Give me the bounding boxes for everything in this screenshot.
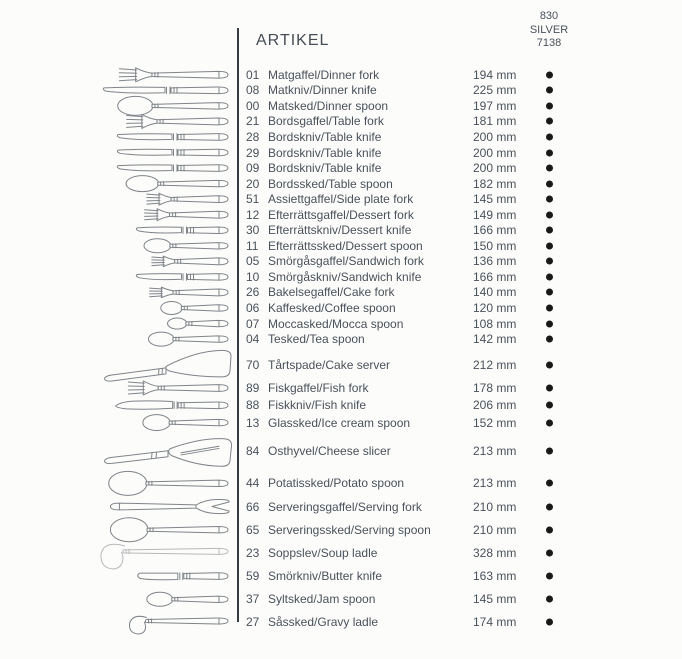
availability-dot	[546, 336, 553, 343]
article-name: Glassked/Ice cream spoon	[268, 415, 411, 430]
article-name: Efterrättsgaffel/Dessert fork	[268, 207, 414, 222]
availability-cell	[542, 165, 556, 172]
article-name: Serveringssked/Serving spoon	[268, 522, 431, 537]
article-length: 150 mm	[473, 238, 517, 253]
article-number: 10	[246, 269, 260, 284]
fork-icon	[127, 114, 228, 128]
spoon-icon	[118, 96, 228, 115]
knife-icon	[136, 273, 228, 280]
spoon-icon	[168, 318, 228, 329]
article-name: Assiettgaffel/Side plate fork	[268, 192, 414, 207]
article-row	[246, 176, 682, 192]
article-row	[246, 160, 682, 176]
article-number: 88	[246, 398, 260, 413]
article-number: 26	[246, 285, 260, 300]
knife-icon	[117, 165, 228, 172]
article-name: Bordskniv/Table knife	[268, 129, 382, 144]
article-row	[246, 269, 682, 285]
article-name: Moccasked/Mocca spoon	[268, 316, 404, 331]
availability-cell	[542, 526, 556, 533]
serving-fork-icon	[110, 499, 229, 513]
availability-cell	[542, 273, 556, 280]
article-number: 09	[246, 161, 260, 176]
article-length: 212 mm	[473, 357, 517, 372]
availability-dot	[546, 320, 553, 327]
availability-cell	[542, 619, 556, 626]
article-number: 30	[246, 223, 260, 238]
article-number: 04	[246, 332, 260, 347]
article-row	[246, 379, 682, 396]
availability-dot	[546, 402, 553, 409]
availability-cell	[542, 102, 556, 109]
article-name: Bordsgaffel/Table fork	[268, 114, 384, 129]
availability-header-line-3: 7138	[536, 37, 562, 49]
availability-dot	[546, 447, 553, 454]
availability-dot	[546, 180, 553, 187]
article-number: 28	[246, 129, 260, 144]
column-header-artikel: ARTIKEL	[256, 32, 330, 49]
availability-dot	[546, 118, 553, 125]
article-number: 66	[246, 499, 260, 514]
article-length: 142 mm	[473, 332, 517, 347]
article-length: 166 mm	[473, 223, 517, 238]
article-row	[246, 254, 682, 270]
big-spoon-icon	[110, 518, 228, 542]
article-name: Smörgåsgaffel/Sandwich fork	[268, 254, 424, 269]
availability-dot	[546, 289, 553, 296]
availability-dot	[546, 526, 553, 533]
article-group	[246, 67, 682, 347]
availability-dot	[546, 71, 553, 78]
article-number: 07	[246, 316, 260, 331]
availability-cell	[542, 549, 556, 556]
spoon-icon	[148, 332, 228, 346]
big-spoon-icon	[109, 471, 228, 495]
article-length: 163 mm	[473, 569, 517, 584]
article-row	[246, 300, 682, 316]
availability-dot	[546, 304, 553, 311]
article-number: 65	[246, 522, 260, 537]
availability-cell	[542, 87, 556, 94]
article-length: 225 mm	[473, 83, 517, 98]
article-row	[246, 285, 682, 301]
availability-cell	[542, 71, 556, 78]
spoon-icon	[161, 301, 228, 314]
fork-icon	[147, 193, 228, 205]
article-name: Potatissked/Potato spoon	[268, 476, 405, 491]
availability-cell	[542, 242, 556, 249]
article-number: 59	[246, 569, 260, 584]
article-length: 178 mm	[473, 380, 517, 395]
article-list	[246, 67, 682, 634]
article-row	[246, 588, 682, 611]
article-length: 328 mm	[473, 545, 517, 560]
availability-cell	[542, 336, 556, 343]
spoon-icon	[144, 239, 228, 253]
availability-dot	[546, 384, 553, 391]
availability-dot	[546, 149, 553, 156]
availability-cell	[542, 258, 556, 265]
article-number: 05	[246, 254, 260, 269]
article-number: 06	[246, 300, 260, 315]
article-row	[246, 397, 682, 414]
article-row	[246, 191, 682, 207]
knife-icon	[117, 149, 228, 156]
availability-cell	[542, 211, 556, 218]
article-number: 27	[246, 615, 260, 630]
availability-cell	[542, 596, 556, 603]
article-length: 145 mm	[473, 192, 517, 207]
article-number: 00	[246, 98, 260, 113]
column-header-availability	[514, 10, 584, 51]
availability-cell	[542, 573, 556, 580]
article-length: 149 mm	[473, 207, 517, 222]
article-name: Fiskgaffel/Fish fork	[268, 380, 369, 395]
article-name: Syltsked/Jam spoon	[268, 592, 376, 607]
availability-cell	[542, 196, 556, 203]
article-length: 200 mm	[473, 129, 517, 144]
article-name: Bordssked/Table spoon	[268, 176, 393, 191]
availability-cell	[542, 402, 556, 409]
availability-dot	[546, 480, 553, 487]
article-number: 70	[246, 357, 260, 372]
availability-cell	[542, 133, 556, 140]
fork-icon	[152, 256, 228, 267]
article-length: 210 mm	[473, 522, 517, 537]
article-name: Fiskkniv/Fish knife	[268, 398, 367, 413]
availability-header-line-1: 830	[539, 10, 559, 22]
cheese-slicer-icon	[105, 439, 232, 467]
spoon-icon	[147, 592, 228, 606]
availability-cell	[542, 503, 556, 510]
fork-icon	[150, 287, 228, 298]
article-row	[246, 207, 682, 223]
article-name: Bakelsegaffel/Cake fork	[268, 285, 395, 300]
article-row	[246, 564, 682, 587]
article-number: 23	[246, 545, 260, 560]
article-row	[246, 518, 682, 541]
article-length: 166 mm	[473, 269, 517, 284]
article-length: 145 mm	[473, 592, 517, 607]
article-group	[246, 353, 682, 377]
article-name: Efterrättssked/Dessert spoon	[268, 238, 423, 253]
availability-cell	[542, 320, 556, 327]
article-row	[246, 238, 682, 254]
availability-dot	[546, 196, 553, 203]
availability-dot	[546, 242, 553, 249]
availability-dot	[546, 596, 553, 603]
spoon-icon	[126, 176, 228, 192]
availability-cell	[542, 180, 556, 187]
article-row	[246, 495, 682, 518]
availability-dot	[546, 133, 553, 140]
article-number: 01	[246, 67, 260, 82]
article-number: 51	[246, 192, 260, 207]
availability-cell	[542, 419, 556, 426]
article-name: Efterrättskniv/Dessert knife	[268, 223, 412, 238]
fish-knife-icon	[116, 401, 228, 409]
article-number: 21	[246, 114, 260, 129]
availability-dot	[546, 361, 553, 368]
article-length: 181 mm	[473, 114, 517, 129]
article-number: 20	[246, 176, 260, 191]
availability-cell	[542, 304, 556, 311]
availability-cell	[542, 361, 556, 368]
article-name: Bordskniv/Table knife	[268, 145, 382, 160]
soup-ladle-icon	[101, 544, 228, 569]
article-number: 12	[246, 207, 260, 222]
article-number: 11	[246, 238, 259, 253]
article-length: 197 mm	[473, 98, 517, 113]
article-row	[246, 145, 682, 161]
article-name: Matsked/Dinner spoon	[268, 98, 389, 113]
article-row	[246, 414, 682, 431]
article-row	[246, 541, 682, 564]
article-number: 89	[246, 380, 260, 395]
availability-cell	[542, 480, 556, 487]
availability-cell	[542, 289, 556, 296]
article-name: Matgaffel/Dinner fork	[268, 67, 380, 82]
article-name: Serveringsgaffel/Serving fork	[268, 499, 422, 514]
article-number: 84	[246, 443, 260, 458]
availability-dot	[546, 419, 553, 426]
availability-dot	[546, 573, 553, 580]
fork-icon	[145, 209, 228, 221]
knife-icon	[103, 87, 228, 94]
article-name: Smörkniv/Butter knife	[268, 569, 383, 584]
availability-cell	[542, 118, 556, 125]
article-number: 44	[246, 476, 260, 491]
butter-knife-icon	[138, 573, 228, 580]
article-number: 37	[246, 592, 260, 607]
article-length: 206 mm	[473, 398, 517, 413]
article-length: 210 mm	[473, 499, 517, 514]
availability-dot	[546, 619, 553, 626]
article-group	[246, 439, 682, 463]
article-length: 174 mm	[473, 615, 517, 630]
availability-dot	[546, 503, 553, 510]
article-row	[246, 331, 682, 347]
article-number: 13	[246, 415, 260, 430]
article-name: Smörgåskniv/Sandwich knife	[268, 269, 422, 284]
gravy-ladle-icon	[129, 616, 228, 634]
article-number: 29	[246, 145, 260, 160]
article-row	[246, 611, 682, 634]
availability-header-line-2: SILVER	[529, 23, 569, 36]
article-length: 200 mm	[473, 161, 517, 176]
article-length: 200 mm	[473, 145, 517, 160]
availability-dot	[546, 273, 553, 280]
fork-icon	[128, 381, 228, 395]
cake-server-icon	[105, 350, 232, 381]
article-name: Bordskniv/Table knife	[268, 161, 382, 176]
article-name: Såssked/Gravy ladle	[268, 615, 379, 630]
availability-cell	[542, 384, 556, 391]
availability-dot	[546, 102, 553, 109]
availability-dot	[546, 165, 553, 172]
article-length: 120 mm	[473, 300, 517, 315]
article-name: Soppslev/Soup ladle	[268, 545, 378, 560]
article-length: 182 mm	[473, 176, 517, 191]
article-length: 136 mm	[473, 254, 517, 269]
article-name: Matkniv/Dinner knife	[268, 83, 377, 98]
article-number: 08	[246, 83, 260, 98]
article-length: 140 mm	[473, 285, 517, 300]
availability-cell	[542, 447, 556, 454]
article-name: Tesked/Tea spoon	[268, 332, 365, 347]
article-group	[246, 379, 682, 431]
article-row	[246, 439, 682, 463]
article-name: Kaffesked/Coffee spoon	[268, 300, 396, 315]
article-length: 194 mm	[473, 67, 517, 82]
article-row	[246, 316, 682, 332]
article-name: Tårtspade/Cake server	[268, 357, 391, 372]
article-length: 108 mm	[473, 316, 517, 331]
availability-dot	[546, 549, 553, 556]
article-name: Osthyvel/Cheese slicer	[268, 443, 391, 458]
availability-dot	[546, 87, 553, 94]
availability-dot	[546, 211, 553, 218]
article-row	[246, 67, 682, 83]
article-row	[246, 114, 682, 130]
knife-icon	[136, 227, 228, 234]
article-row	[246, 472, 682, 495]
article-row	[246, 353, 682, 377]
availability-cell	[542, 149, 556, 156]
article-row	[246, 129, 682, 145]
article-length: 213 mm	[473, 443, 517, 458]
article-row	[246, 83, 682, 99]
article-row	[246, 222, 682, 238]
knife-icon	[117, 134, 228, 141]
availability-cell	[542, 227, 556, 234]
article-group	[246, 472, 682, 634]
article-row	[246, 98, 682, 114]
artikel-divider	[237, 28, 239, 622]
fork-icon	[119, 68, 228, 82]
spoon-icon	[143, 415, 228, 431]
article-length: 152 mm	[473, 415, 517, 430]
article-length: 213 mm	[473, 476, 517, 491]
availability-dot	[546, 227, 553, 234]
availability-dot	[546, 258, 553, 265]
